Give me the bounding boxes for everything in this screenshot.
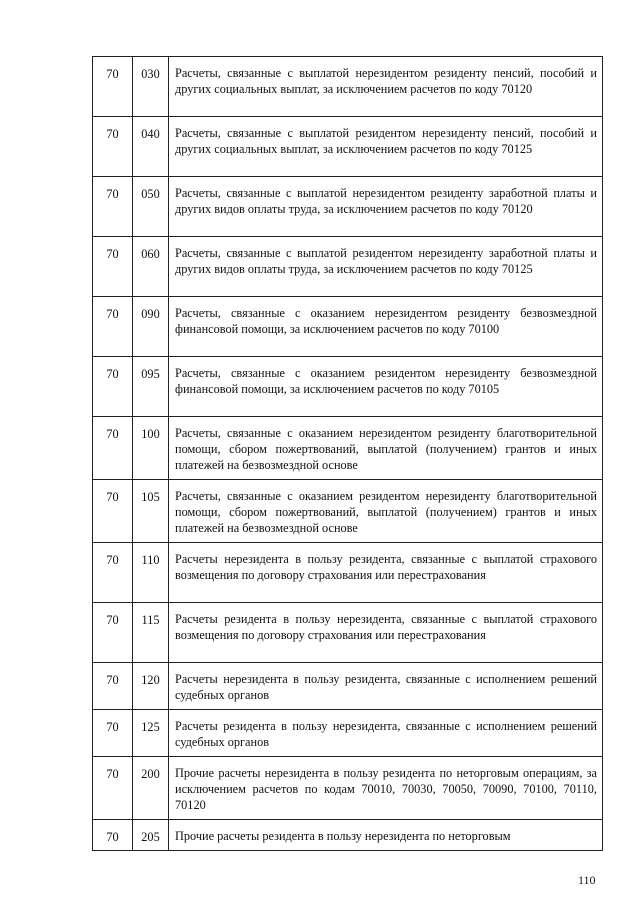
description-cell: Расчеты, связанные с выплатой нерезидентом резиденту пенсий, пособий и других социальных выплат, за исключением расчетов по коду 70120	[169, 57, 603, 117]
description-cell: Прочие расчеты резидента в пользу нерезидента по неторговым	[169, 820, 603, 851]
code-cell: 125	[133, 710, 169, 757]
table-row	[93, 57, 603, 117]
codes-table	[92, 56, 603, 851]
description-cell: Расчеты, связанные с оказанием резидентом нерезиденту благотворительной помощи, сбором пожертвований, выплатой (получением) грантов и иных платежей на безвозмездной основе	[169, 480, 603, 543]
table-row	[93, 357, 603, 417]
code-cell: 060	[133, 237, 169, 297]
description-cell: Расчеты, связанные с выплатой резидентом нерезиденту пенсий, пособий и других социальных выплат, за исключением расчетов по коду 70125	[169, 117, 603, 177]
code-cell: 205	[133, 820, 169, 851]
description-cell: Прочие расчеты нерезидента в пользу резидента по неторговым операциям, за исключением расчетов по кодам 70010, 70030, 70050, 70090, 70100, 70110, 70120	[169, 757, 603, 820]
description-cell: Расчеты нерезидента в пользу резидента, связанные с исполнением решений судебных органов	[169, 663, 603, 710]
page-number: 110	[578, 873, 596, 887]
code-cell: 050	[133, 177, 169, 237]
section-cell: 70	[93, 357, 133, 417]
code-cell: 040	[133, 117, 169, 177]
section-cell: 70	[93, 603, 133, 663]
description-cell: Расчеты, связанные с оказанием нерезидентом резиденту безвозмездной финансовой помощи, за исключением расчетов по коду 70100	[169, 297, 603, 357]
section-cell: 70	[93, 820, 133, 851]
table-row	[93, 117, 603, 177]
description-cell: Расчеты, связанные с оказанием резидентом нерезиденту безвозмездной финансовой помощи, за исключением расчетов по коду 70105	[169, 357, 603, 417]
table-row	[93, 710, 603, 757]
description-cell: Расчеты, связанные с выплатой резидентом нерезиденту заработной платы и других видов оплаты труда, за исключением расчетов по коду 70125	[169, 237, 603, 297]
table-row	[93, 757, 603, 820]
section-cell: 70	[93, 757, 133, 820]
section-cell: 70	[93, 543, 133, 603]
description-cell: Расчеты, связанные с оказанием нерезидентом резиденту благотворительной помощи, сбором пожертвований, выплатой (получением) грантов и иных платежей на безвозмездной основе	[169, 417, 603, 480]
section-cell: 70	[93, 237, 133, 297]
table-row	[93, 820, 603, 851]
description-cell: Расчеты нерезидента в пользу резидента, связанные с выплатой страхового возмещения по договору страхования или перестрахования	[169, 543, 603, 603]
table-row	[93, 417, 603, 480]
section-cell: 70	[93, 297, 133, 357]
table-row	[93, 480, 603, 543]
table-row	[93, 297, 603, 357]
code-cell: 095	[133, 357, 169, 417]
table-row	[93, 663, 603, 710]
code-cell: 110	[133, 543, 169, 603]
code-cell: 105	[133, 480, 169, 543]
code-cell: 090	[133, 297, 169, 357]
code-cell: 030	[133, 57, 169, 117]
table-row	[93, 603, 603, 663]
description-cell: Расчеты резидента в пользу нерезидента, связанные с исполнением решений судебных органов	[169, 710, 603, 757]
section-cell: 70	[93, 57, 133, 117]
code-cell: 120	[133, 663, 169, 710]
code-cell: 100	[133, 417, 169, 480]
code-cell: 115	[133, 603, 169, 663]
section-cell: 70	[93, 663, 133, 710]
description-cell: Расчеты резидента в пользу нерезидента, связанные с выплатой страхового возмещения по договору страхования или перестрахования	[169, 603, 603, 663]
description-cell: Расчеты, связанные с выплатой нерезидентом резиденту заработной платы и других видов оплаты труда, за исключением расчетов по коду 70120	[169, 177, 603, 237]
section-cell: 70	[93, 177, 133, 237]
section-cell: 70	[93, 417, 133, 480]
table-row	[93, 237, 603, 297]
section-cell: 70	[93, 480, 133, 543]
section-cell: 70	[93, 710, 133, 757]
table-row	[93, 543, 603, 603]
table-row	[93, 177, 603, 237]
code-cell: 200	[133, 757, 169, 820]
section-cell: 70	[93, 117, 133, 177]
